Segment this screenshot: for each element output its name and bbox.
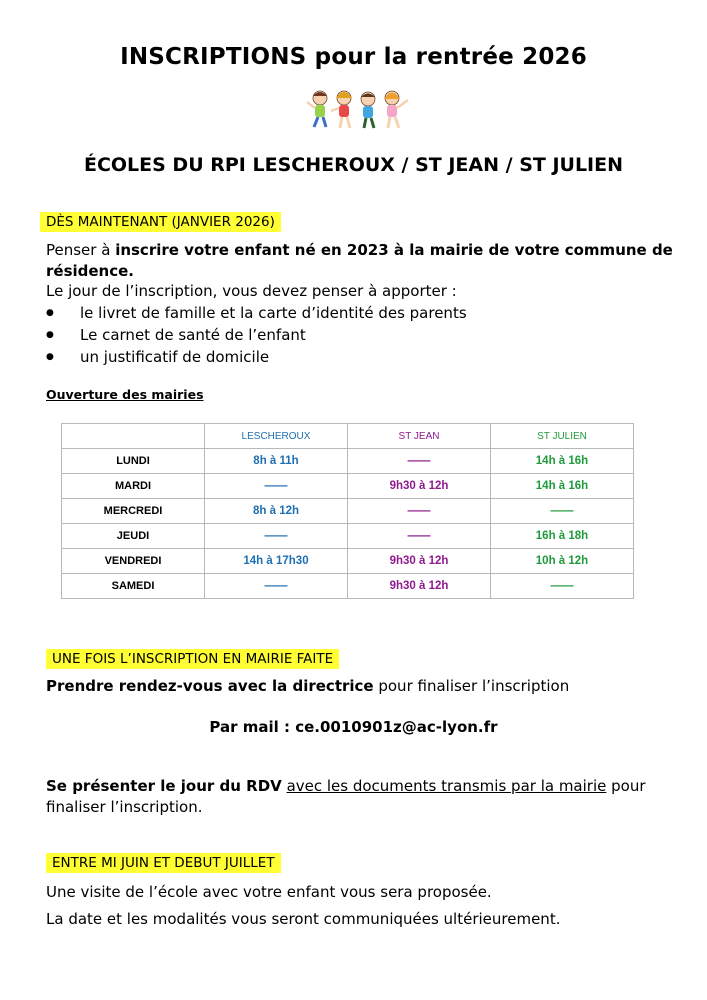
st-jean-cell: 9h30 à 12h: [348, 549, 491, 574]
st-jean-cell: ——: [348, 449, 491, 474]
lescheroux-cell: 14h à 17h30: [205, 549, 348, 574]
list-item-text: Le carnet de santé de l’enfant: [80, 326, 306, 344]
table-row: [62, 574, 634, 599]
day-cell: VENDREDI: [62, 549, 205, 574]
rdv-line: [46, 676, 569, 697]
section1-line1-plain: Penser à: [46, 241, 116, 259]
list-item-text: un justificatif de domicile: [80, 348, 270, 366]
st-julien-cell: 14h à 16h: [491, 449, 634, 474]
table-row: [62, 499, 634, 524]
table-row: [62, 474, 634, 499]
header-st-julien: ST JULIEN: [491, 424, 634, 449]
table-header-row: [62, 424, 634, 449]
day-cell: SAMEDI: [62, 574, 205, 599]
present-line2: finaliser l’inscription.: [46, 798, 203, 816]
visit-line2: La date et les modalités vous seront communiquées ultérieurement.: [46, 910, 561, 928]
bullet-icon: ●: [46, 352, 54, 362]
lescheroux-cell: ——: [205, 524, 348, 549]
section1-heading: DÈS MAINTENANT (JANVIER 2026): [40, 212, 281, 232]
day-cell: LUNDI: [62, 449, 205, 474]
day-cell: JEUDI: [62, 524, 205, 549]
present-bold: Se présenter le jour du RDV: [46, 777, 282, 795]
section2-heading: UNE FOIS L’INSCRIPTION EN MAIRIE FAITE: [46, 649, 339, 669]
st-jean-cell: 9h30 à 12h: [348, 474, 491, 499]
rdv-bold: Prendre rendez-vous avec la directrice: [46, 677, 374, 695]
header-cell-empty: [62, 424, 205, 449]
lescheroux-cell: ——: [205, 574, 348, 599]
section1-line1: [46, 240, 673, 261]
table-row: [62, 449, 634, 474]
list-item-text: le livret de famille et la carte d’identité des parents: [80, 304, 467, 322]
town-hall-hours-table: [61, 423, 634, 599]
section1-line1-bold: inscrire votre enfant né en 2023 à la mairie de votre commune de: [115, 241, 673, 259]
bullet-icon: ●: [46, 330, 54, 340]
list-item: [46, 346, 467, 368]
list-item: [46, 302, 467, 324]
table-row: [62, 549, 634, 574]
st-jean-cell: ——: [348, 524, 491, 549]
st-julien-cell: ——: [491, 574, 634, 599]
section1-line2: résidence.: [46, 262, 134, 280]
header-lescheroux: LESCHEROUX: [205, 424, 348, 449]
visit-line1: Une visite de l’école avec votre enfant vous sera proposée.: [46, 883, 492, 901]
st-julien-cell: 10h à 12h: [491, 549, 634, 574]
st-julien-cell: 16h à 18h: [491, 524, 634, 549]
present-underline: avec les documents transmis par la mairie: [286, 777, 607, 795]
header-st-jean: ST JEAN: [348, 424, 491, 449]
lescheroux-cell: ——: [205, 474, 348, 499]
st-julien-cell: ——: [491, 499, 634, 524]
page-title: INSCRIPTIONS pour la rentrée 2026: [120, 44, 587, 70]
contact-email: Par mail : ce.0010901z@ac-lyon.fr: [209, 718, 498, 736]
children-illustration: [304, 86, 416, 130]
table-caption: Ouverture des mairies: [46, 387, 204, 402]
section1-line3: Le jour de l’inscription, vous devez penser à apporter :: [46, 282, 457, 300]
present-line: [46, 776, 646, 797]
st-julien-cell: 14h à 16h: [491, 474, 634, 499]
lescheroux-cell: 8h à 12h: [205, 499, 348, 524]
table-row: [62, 524, 634, 549]
section3-heading: ENTRE MI JUIN ET DEBUT JUILLET: [46, 853, 281, 873]
lescheroux-cell: 8h à 11h: [205, 449, 348, 474]
schools-subtitle: ÉCOLES DU RPI LESCHEROUX / ST JEAN / ST JULIEN: [83, 154, 624, 176]
documents-list: [46, 302, 467, 368]
day-cell: MARDI: [62, 474, 205, 499]
st-jean-cell: ——: [348, 499, 491, 524]
list-item: [46, 324, 467, 346]
day-cell: MERCREDI: [62, 499, 205, 524]
st-jean-cell: 9h30 à 12h: [348, 574, 491, 599]
present-plain: pour: [606, 777, 646, 795]
rdv-plain: pour finaliser l’inscription: [373, 677, 570, 695]
bullet-icon: ●: [46, 308, 54, 318]
